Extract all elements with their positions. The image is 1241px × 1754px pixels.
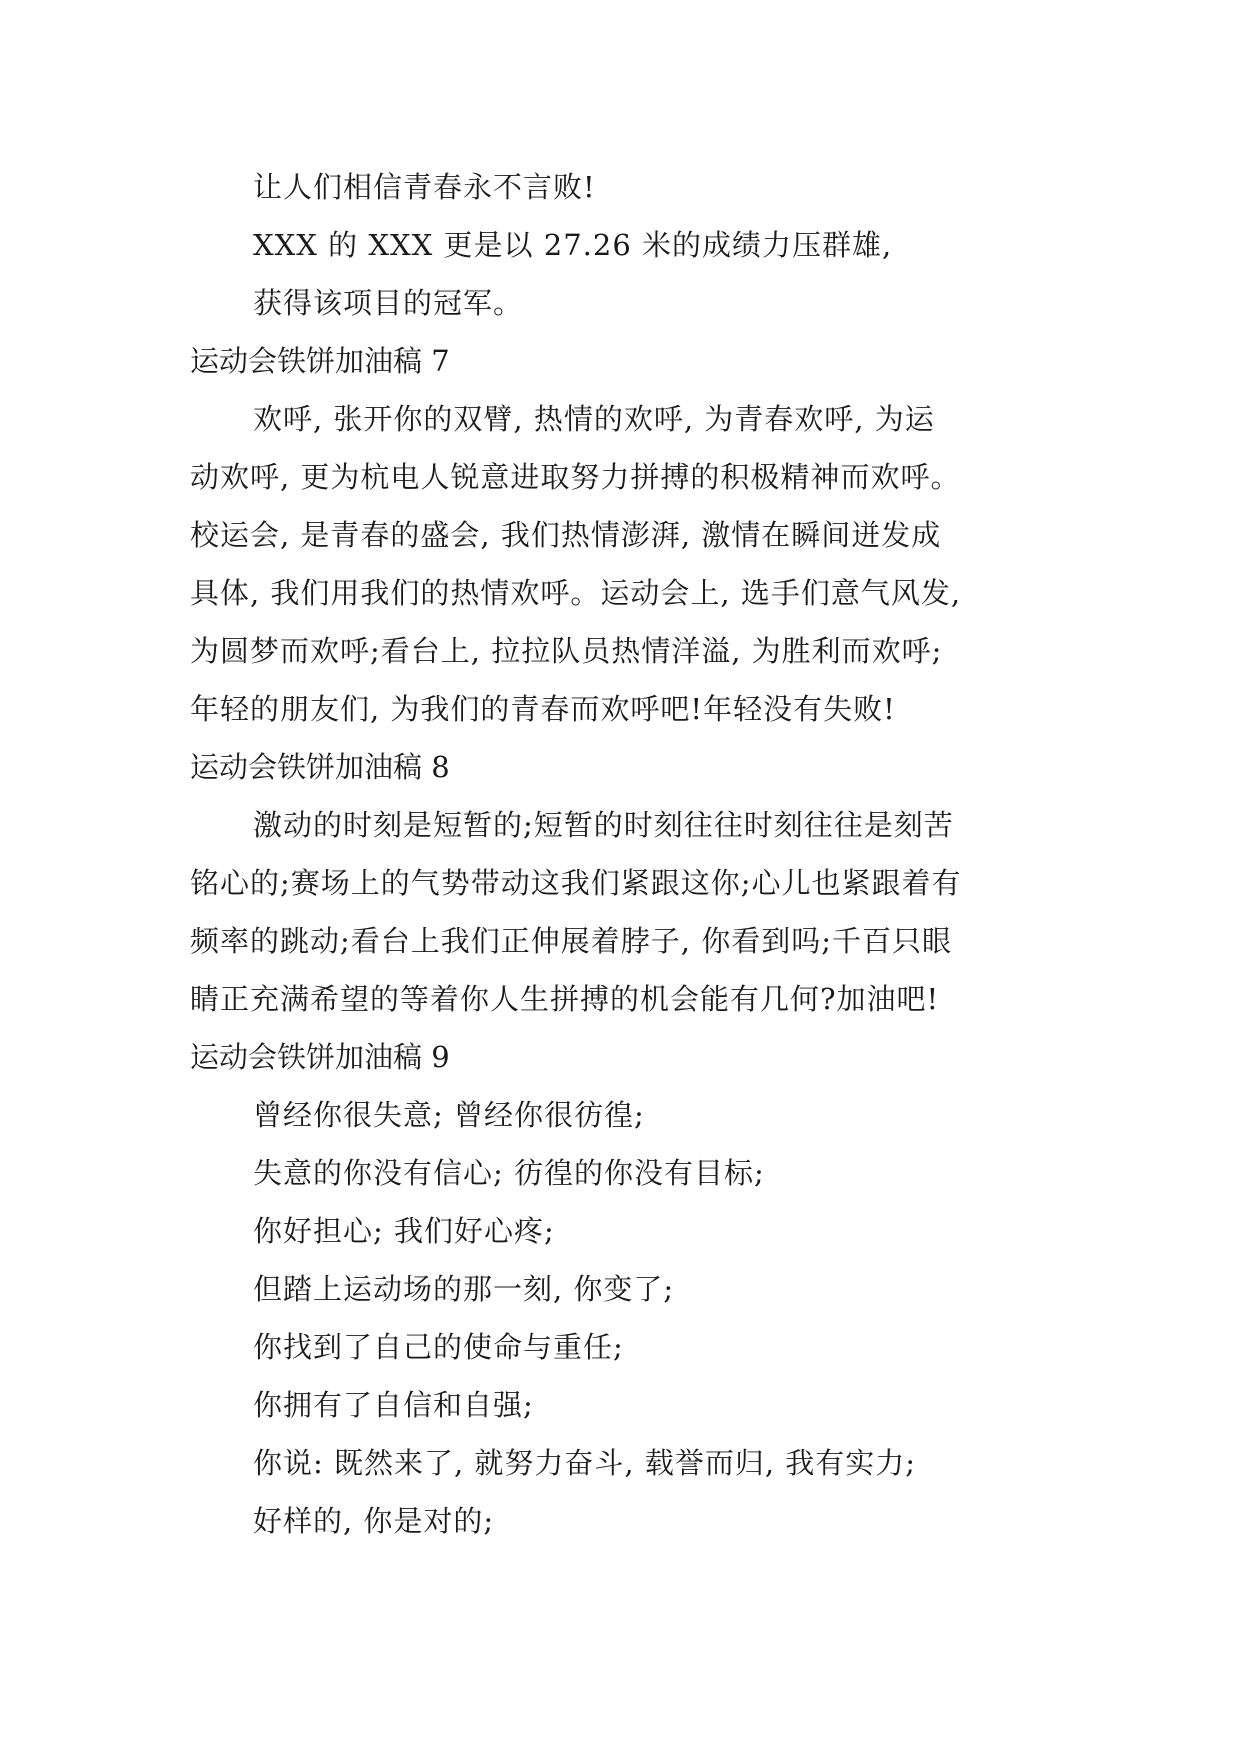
section-heading-8: 运动会铁饼加油稿 8 (190, 750, 450, 784)
verse-line: 失意的你没有信心; 彷徨的你没有目标; (253, 1156, 765, 1190)
paragraph-line: 具体, 我们用我们的热情欢呼。运动会上, 选手们意气风发, (190, 576, 962, 610)
paragraph-line: 年轻的朋友们, 为我们的青春而欢呼吧!年轻没有失败! (190, 692, 896, 726)
document-body (190, 158, 1070, 1550)
paragraph-line: 校运会, 是青春的盛会, 我们热情澎湃, 激情在瞬间迸发成 (190, 518, 942, 552)
verse-line: 你说: 既然来了, 就努力奋斗, 载誉而归, 我有实力; (253, 1446, 917, 1480)
paragraph-line: 频率的跳动;看台上我们正伸展着脖子, 你看到吗;千百只眼 (190, 924, 952, 958)
section-8-paragraph (190, 796, 1070, 1028)
verse-line: 你找到了自己的使命与重任; (253, 1330, 624, 1364)
paragraph-line: 铭心的;赛场上的气势带动这我们紧跟这你;心儿也紧跟着有 (190, 866, 962, 900)
verse-line: 曾经你很失意; 曾经你很彷徨; (253, 1098, 645, 1132)
section-heading-9: 运动会铁饼加油稿 9 (190, 1040, 450, 1074)
paragraph-line: 动欢呼, 更为杭电人锐意进取努力拼搏的积极精神而欢呼。 (190, 460, 961, 494)
section-heading-7: 运动会铁饼加油稿 7 (190, 344, 450, 378)
paragraph-line: 为圆梦而欢呼;看台上, 拉拉队员热情洋溢, 为胜利而欢呼; (190, 634, 943, 668)
verse-line: 但踏上运动场的那一刻, 你变了; (253, 1272, 675, 1306)
verse-line: 你拥有了自信和自强; (253, 1388, 534, 1422)
intro-line: XXX 的 XXX 更是以 27.26 米的成绩力压群雄, (253, 228, 893, 262)
section-7-paragraph (190, 390, 1070, 738)
intro-line: 获得该项目的冠军。 (253, 286, 524, 320)
paragraph-line: 激动的时刻是短暂的;短暂的时刻往往时刻往往是刻苦 (253, 808, 954, 842)
verse-line: 好样的, 你是对的; (253, 1504, 495, 1538)
paragraph-line: 欢呼, 张开你的双臂, 热情的欢呼, 为青春欢呼, 为运 (253, 402, 935, 436)
verse-line: 你好担心; 我们好心疼; (253, 1214, 555, 1248)
paragraph-line: 睛正充满希望的等着你人生拼搏的机会能有几何?加油吧! (190, 982, 940, 1016)
section-9-verse (190, 1086, 1070, 1550)
intro-line: 让人们相信青春永不言败! (253, 170, 596, 204)
